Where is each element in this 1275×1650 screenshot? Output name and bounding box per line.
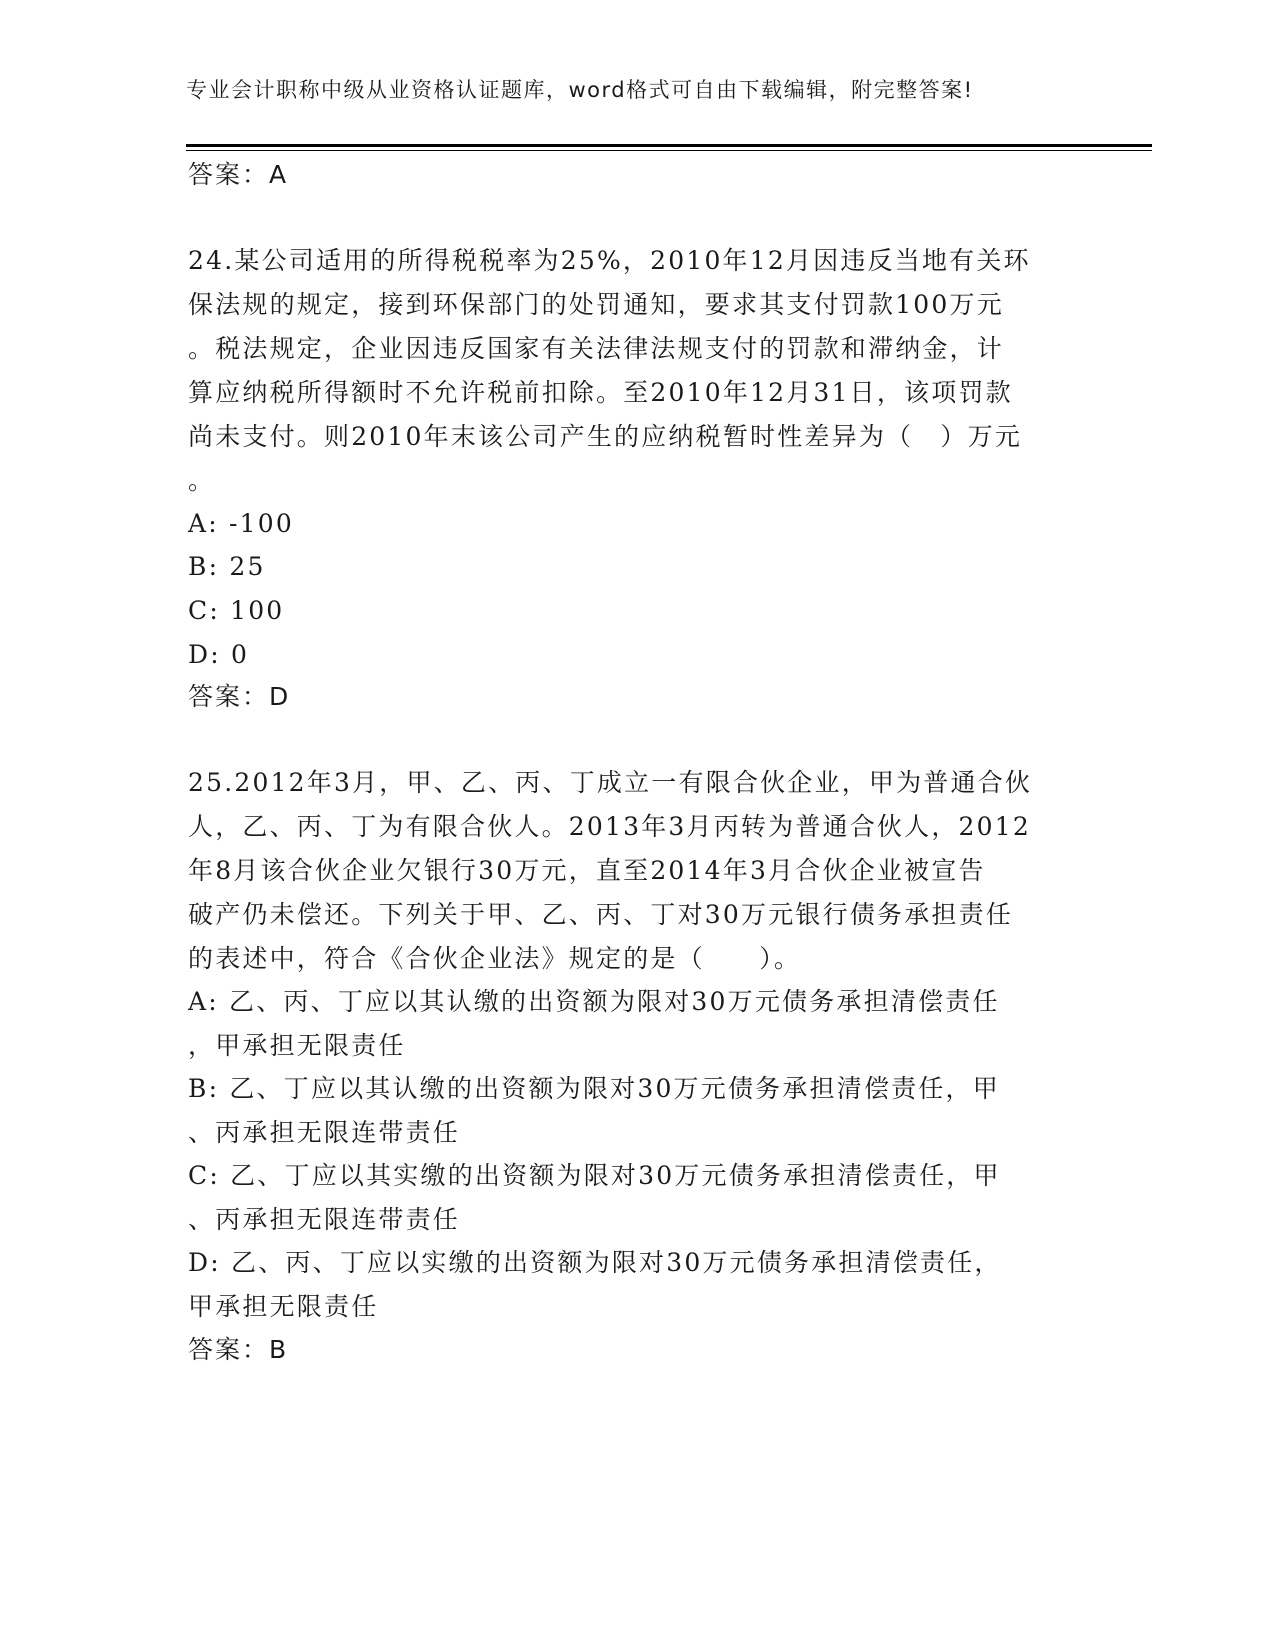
question-25-option-c-cont: 、丙承担无限连带责任 xyxy=(188,1205,461,1234)
question-24-option-c: C: 100 xyxy=(188,596,285,625)
header-divider-thin xyxy=(186,150,1152,151)
question-24-text-line: 24.某公司适用的所得税税率为25%，2010年12月因违反当地有关环 xyxy=(188,246,1031,275)
question-24-text-line: 保法规的规定，接到环保部门的处罚通知，要求其支付罚款100万元 xyxy=(188,290,1004,319)
question-24-option-a: A: -100 xyxy=(188,509,294,538)
question-25-option-b: B: 乙、丁应以其认缴的出资额为限对30万元债务承担清偿责任，甲 xyxy=(188,1074,1000,1103)
question-25-option-a: A: 乙、丙、丁应以其认缴的出资额为限对30万元债务承担清偿责任 xyxy=(188,987,1000,1016)
question-24-option-d: D: 0 xyxy=(188,640,250,669)
question-25-text-line: 人，乙、丙、丁为有限合伙人。2013年3月丙转为普通合伙人，2012 xyxy=(188,812,1031,841)
question-24-text-line: 尚未支付。则2010年末该公司产生的应纳税暂时性差异为（ ）万元 xyxy=(188,422,1023,451)
question-24-text-line: 算应纳税所得额时不允许税前扣除。至2010年12月31日，该项罚款 xyxy=(188,378,1013,407)
question-25-option-a-cont: ，甲承担无限责任 xyxy=(188,1031,406,1060)
question-25-option-c: C: 乙、丁应以其实缴的出资额为限对30万元债务承担清偿责任，甲 xyxy=(188,1161,1001,1190)
question-25-option-d-cont: 甲承担无限责任 xyxy=(188,1292,379,1321)
question-24-answer: 答案：D xyxy=(188,682,291,711)
previous-answer: 答案：A xyxy=(188,160,289,189)
question-25-option-d: D: 乙、丙、丁应以实缴的出资额为限对30万元债务承担清偿责任， xyxy=(188,1248,1002,1277)
question-24-text-line: 。 xyxy=(188,466,216,495)
question-25-option-b-cont: 、丙承担无限连带责任 xyxy=(188,1118,461,1147)
question-25-text-line: 年8月该合伙企业欠银行30万元，直至2014年3月合伙企业被宣告 xyxy=(188,856,986,885)
question-24-text-line: 。税法规定，企业因违反国家有关法律法规支付的罚款和滞纳金，计 xyxy=(188,334,1005,363)
question-25-text-line: 的表述中，符合《合伙企业法》规定的是（ ）。 xyxy=(188,944,802,973)
page-header-title: 专业会计职称中级从业资格认证题库，word格式可自由下载编辑，附完整答案! xyxy=(186,78,974,102)
question-25-text-line: 25.2012年3月，甲、乙、丙、丁成立一有限合伙企业，甲为普通合伙 xyxy=(188,768,1033,797)
header-divider-thick xyxy=(186,144,1152,147)
question-25-answer: 答案：B xyxy=(188,1335,289,1364)
question-24-option-b: B: 25 xyxy=(188,552,266,581)
question-25-text-line: 破产仍未偿还。下列关于甲、乙、丙、丁对30万元银行债务承担责任 xyxy=(188,900,1014,929)
